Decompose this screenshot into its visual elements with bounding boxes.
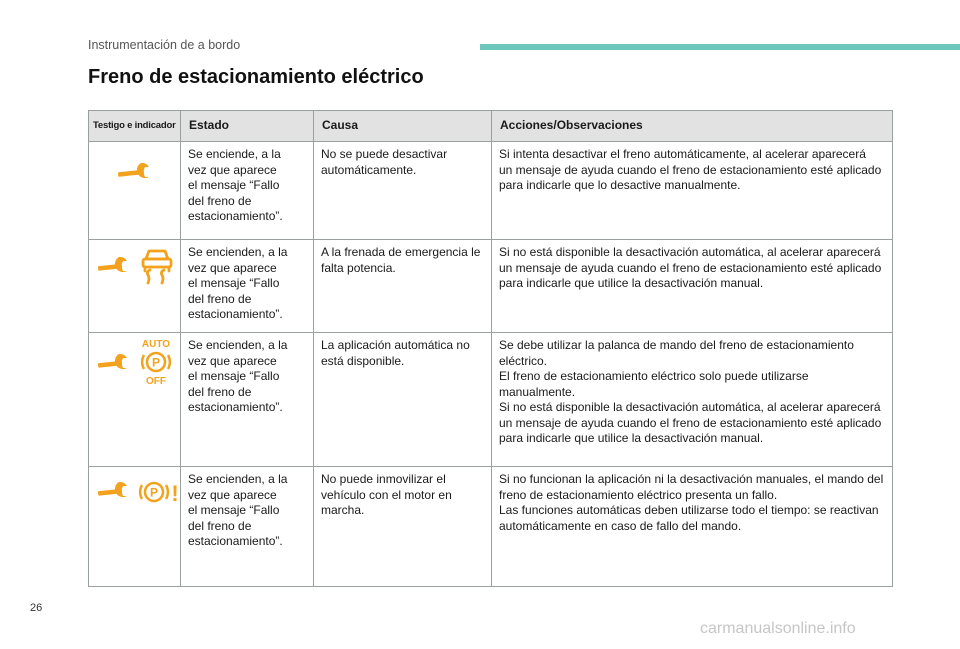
skid-car-icon xyxy=(143,251,171,283)
acciones-cell: Si intenta desactivar el freno automáticamente, al acelerar aparecerá un mensaje de ayuda cuando el freno de estacionamiento esté aplicado para indicarle que lo desactive manualmente. xyxy=(492,142,893,240)
svg-text:P: P xyxy=(151,355,161,370)
auto-park-off-icon xyxy=(142,339,170,387)
park-brake-warning-icon xyxy=(140,481,179,506)
col-header-indicator: Testigo e indicador xyxy=(89,111,181,142)
table-row xyxy=(89,240,893,333)
wrench-icon xyxy=(98,257,127,272)
svg-text:!: ! xyxy=(171,481,179,506)
page-title: Freno de estacionamiento eléctrico xyxy=(88,66,424,88)
causa-cell: La aplicación automática no está disponible. xyxy=(314,333,492,467)
causa-cell: No se puede desactivar automáticamente. xyxy=(314,142,492,240)
indicator-cell xyxy=(89,467,181,587)
wrench-icon xyxy=(98,482,127,497)
svg-text:AUTO: AUTO xyxy=(141,339,171,350)
table-row xyxy=(89,142,893,240)
page-number: 26 xyxy=(30,602,43,614)
estado-cell: Se encienden, a la vez que aparece el mensaje “Fallo del freno de estacionamiento”. xyxy=(181,333,314,467)
col-header-causa: Causa xyxy=(314,111,492,142)
col-header-acciones: Acciones/Observaciones xyxy=(492,111,893,142)
indicator-cell xyxy=(89,142,181,240)
wrench-skid-icons xyxy=(96,245,176,285)
wrench-icon xyxy=(98,354,127,369)
table-header-row xyxy=(89,111,893,142)
table-row xyxy=(89,467,893,587)
indicator-table xyxy=(88,110,893,587)
watermark: carmanualsonline.info xyxy=(700,620,856,637)
causa-cell: No puede inmovilizar el vehículo con el motor en marcha. xyxy=(314,467,492,587)
wrench-icon xyxy=(115,157,155,183)
table-row xyxy=(89,333,893,467)
wrench-park-icons xyxy=(96,472,180,512)
svg-text:OFF: OFF xyxy=(146,376,166,387)
estado-cell: Se encienden, a la vez que aparece el mensaje “Fallo del freno de estacionamiento”. xyxy=(181,240,314,333)
estado-cell: Se enciende, a la vez que aparece el mensaje “Fallo del freno de estacionamiento”. xyxy=(181,142,314,240)
indicator-cell xyxy=(89,333,181,467)
acciones-cell: Si no funcionan la aplicación ni la desactivación manuales, el mando del freno de estacionamiento eléctrico presenta un fallo. Las funciones automáticas deben utilizarse todo el tiempo: se reactivan automáticamente en caso de fallo del mando. xyxy=(492,467,893,587)
acciones-cell: Si no está disponible la desactivación automática, al acelerar aparecerá un mensaje de ayuda cuando el freno de estacionamiento esté aplicado para indicarle que utilice la desactivación manual. xyxy=(492,240,893,333)
header-accent-bar xyxy=(480,44,960,50)
col-header-estado: Estado xyxy=(181,111,314,142)
acciones-cell: Se debe utilizar la palanca de mando del freno de estacionamiento eléctrico. El freno de estacionamiento eléctrico solo puede utilizarse manualmente. Si no está disponible la desactivación automática, al acelerar aparecerá un mensaje de ayuda cuando el freno de estacionamiento esté aplicado para indicarle que utilice la desactivación manual. xyxy=(492,333,893,467)
wrench-auto-icons xyxy=(96,338,176,388)
indicator-cell xyxy=(89,240,181,333)
estado-cell: Se encienden, a la vez que aparece el mensaje “Fallo del freno de estacionamiento”. xyxy=(181,467,314,587)
svg-text:P: P xyxy=(149,485,159,500)
section-header: Instrumentación de a bordo xyxy=(88,38,241,52)
causa-cell: A la frenada de emergencia le falta potencia. xyxy=(314,240,492,333)
